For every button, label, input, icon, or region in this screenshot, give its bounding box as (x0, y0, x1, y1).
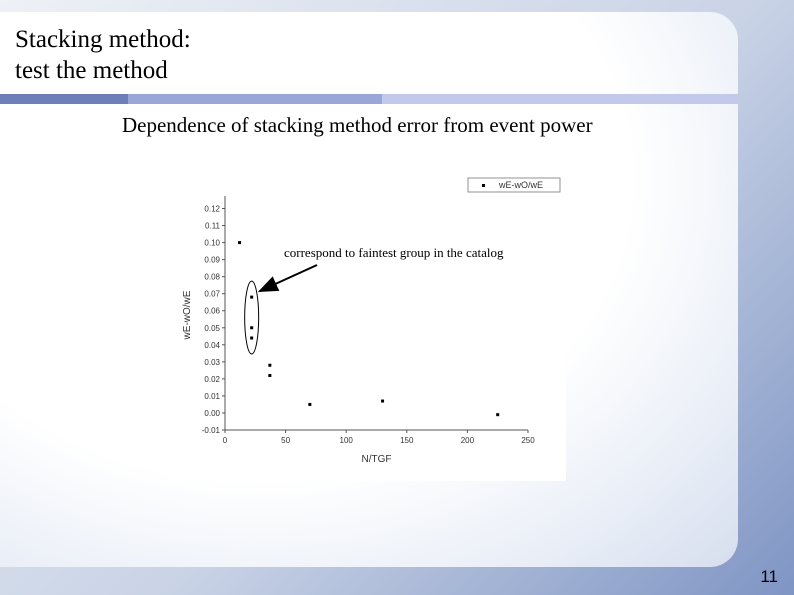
y-tick-label: 0.05 (204, 323, 220, 333)
y-tick-label: 0.01 (204, 391, 220, 401)
slide-subtitle: Dependence of stacking method error from event power (122, 113, 593, 137)
page-number: 11 (760, 567, 778, 586)
x-axis-label: N/TGF (361, 454, 392, 465)
data-point (250, 296, 253, 299)
legend-marker (482, 184, 485, 187)
y-tick-label: 0.03 (204, 357, 220, 367)
scatter-chart (170, 170, 566, 481)
annotation-label: correspond to faintest group in the catalog (284, 245, 504, 260)
slide-title-line2: test the method (15, 57, 168, 84)
y-tick-label: 0.08 (204, 272, 220, 282)
y-tick-label: 0.04 (204, 340, 220, 350)
data-point (308, 403, 311, 406)
y-tick-label: 0.02 (204, 374, 220, 384)
y-tick-label: 0.12 (204, 204, 220, 214)
y-tick-label: 0.00 (204, 408, 220, 418)
title-underline-bar (0, 94, 738, 104)
x-tick-label: 250 (521, 436, 535, 445)
data-point (238, 241, 241, 244)
legend-entry: wE-wO/wE (499, 180, 544, 190)
y-tick-label: 0.06 (204, 306, 220, 316)
data-point (250, 326, 253, 329)
data-point (250, 337, 253, 340)
y-axis-label: wE-wO/wE (182, 290, 193, 340)
title-bar-segment-dark (0, 94, 128, 104)
x-tick-label: 0 (222, 436, 228, 445)
y-tick-label: -0.01 (201, 426, 220, 435)
x-tick-label: 150 (400, 436, 414, 445)
x-tick-label: 50 (281, 436, 291, 445)
slide-title (15, 24, 191, 86)
y-tick-label: 0.07 (204, 289, 220, 299)
title-bar-segment-light (382, 94, 738, 104)
title-bar-segment-mid (128, 94, 382, 104)
data-point (268, 364, 271, 367)
slide-title-line1: Stacking method: (15, 26, 191, 53)
annotation-ellipse (245, 281, 259, 354)
x-tick-label: 100 (339, 436, 353, 445)
y-tick-label: 0.11 (205, 221, 220, 231)
y-tick-label: 0.09 (204, 255, 220, 265)
annotation-arrow (260, 265, 317, 291)
chart-image (170, 170, 566, 481)
data-point (268, 374, 271, 377)
data-point (496, 413, 499, 416)
y-tick-label: 0.10 (204, 238, 220, 248)
data-point (381, 400, 384, 403)
x-tick-label: 200 (460, 436, 475, 445)
